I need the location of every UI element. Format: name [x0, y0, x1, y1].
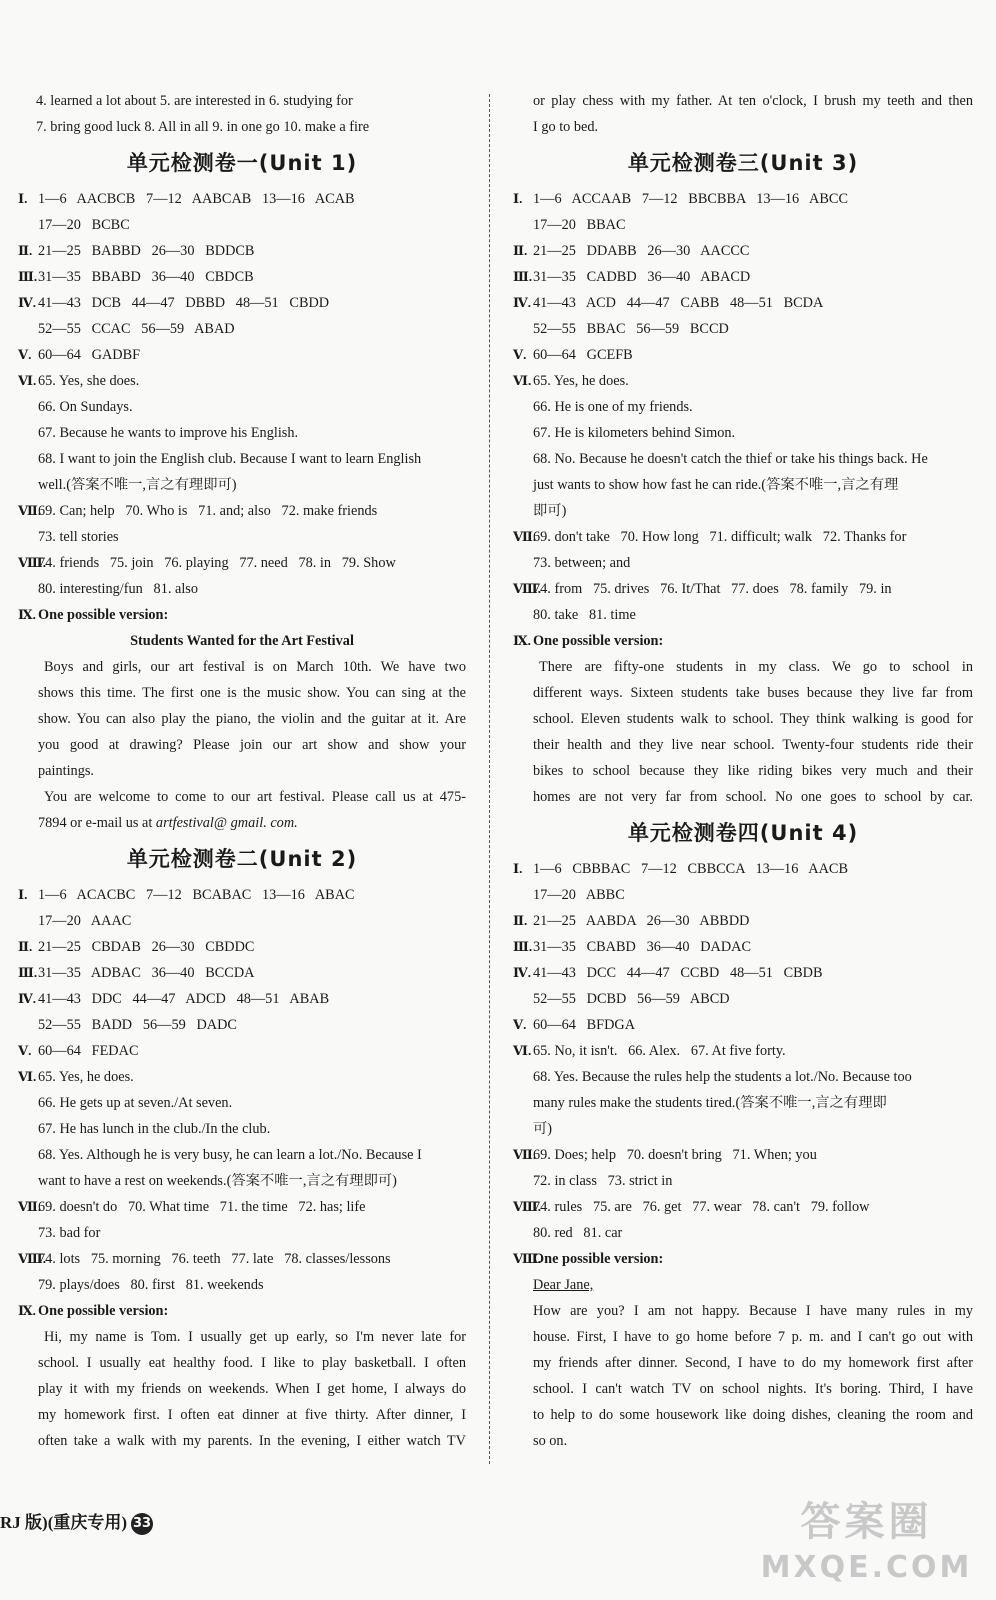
page-footer — [0, 1508, 153, 1538]
answer-text: 80. red 81. car — [533, 1225, 623, 1241]
answer-text: 68. No. Because he doesn't catch the thief or take his things back. He — [533, 451, 928, 467]
answer-text: many rules make the students tired.(答案不唯一,言之有理即 — [533, 1095, 887, 1111]
answer-line: 7. bring good luck 8. All in all 9. in one go 10. make a fire — [36, 119, 370, 135]
answer-line — [18, 420, 466, 446]
answer-line — [513, 394, 973, 420]
essay-line: You are welcome to come to our art festival. Please call us at 475- — [44, 789, 466, 805]
essay-line: bikes to school because they like riding bikes very much and their — [533, 763, 973, 779]
answer-text: 1—6 ACACBC 7—12 BCABAC 13—16 ABAC — [38, 887, 355, 903]
section-number: Ⅵ. — [513, 373, 532, 388]
answer-line — [513, 1038, 973, 1064]
answer-line — [18, 212, 466, 238]
essay-line: play it with my friends on weekends. When I get home, I always do — [38, 1381, 466, 1397]
answer-line — [18, 290, 466, 316]
answer-text: 67. He is kilometers behind Simon. — [533, 425, 736, 441]
essay-line: 7894 or e-mail us at — [38, 815, 156, 831]
answer-line — [18, 316, 466, 342]
answer-line — [513, 524, 973, 550]
section-number: Ⅰ. — [18, 887, 28, 902]
essay-line: different ways. Sixteen students take buses because they live far from — [533, 685, 973, 701]
essay-label: One possible version: — [38, 607, 169, 623]
section-number: Ⅰ. — [18, 191, 28, 206]
section-number: Ⅱ. — [18, 939, 33, 954]
answer-line — [18, 1246, 466, 1272]
answer-line — [513, 316, 973, 342]
answer-line — [513, 212, 973, 238]
answer-text: 80. interesting/fun 81. also — [38, 581, 199, 597]
right-column — [513, 88, 973, 1454]
answer-text: 即可) — [533, 503, 567, 519]
answer-line — [513, 186, 973, 212]
answer-text: want to have a rest on weekends.(答案不唯一,言之有理即可) — [38, 1173, 397, 1189]
unit3-heading: 单元检测卷三(Unit 3) — [627, 151, 859, 175]
section-number: Ⅲ. — [513, 269, 533, 284]
essay-line: There are fifty-one students in my class. We go to school in — [539, 659, 973, 675]
answer-line — [18, 1012, 466, 1038]
answer-text: 69. don't take 70. How long 71. difficult; walk 72. Thanks for — [533, 529, 907, 545]
letter-salutation: Dear Jane, — [533, 1277, 594, 1293]
answer-text: 21—25 AABDA 26—30 ABBDD — [533, 913, 750, 929]
answer-text: 73. between; and — [533, 555, 631, 571]
section-number: Ⅸ. — [18, 1303, 36, 1318]
answer-line — [18, 1220, 466, 1246]
section-number: Ⅴ. — [513, 1017, 527, 1032]
answer-line — [18, 368, 466, 394]
answer-line — [513, 446, 973, 472]
answer-line — [513, 1194, 973, 1220]
essay-line: How are you? I am not happy. Because I have many rules in my — [533, 1303, 973, 1319]
essay-line: their health and they live near school. Twenty-four students ride their — [533, 737, 973, 753]
answer-text: 69. Does; help 70. doesn't bring 71. When; you — [533, 1147, 817, 1163]
unit3-answers — [513, 186, 973, 628]
answer-line — [513, 342, 973, 368]
section-number: Ⅴ. — [513, 347, 527, 362]
answer-line — [513, 1142, 973, 1168]
essay-line: school. Eleven students walk to school. They think walking is good for — [533, 711, 973, 727]
essay-line: paintings. — [38, 763, 94, 779]
answer-line: 4. learned a lot about 5. are interested in 6. studying for — [36, 93, 353, 109]
answer-text: 41—43 DCC 44—47 CCBD 48—51 CBDB — [533, 965, 823, 981]
unit1-heading: 单元检测卷一(Unit 1) — [126, 151, 358, 175]
answer-text: 17—20 ABBC — [533, 887, 625, 903]
email-address: artfestival@ gmail. com. — [155, 815, 298, 831]
answer-text: 17—20 BBAC — [533, 217, 626, 233]
answer-text: 66. He gets up at seven./At seven. — [38, 1095, 233, 1111]
answer-text: 74. from 75. drives 76. It/That 77. does 78. family 79. in — [533, 581, 892, 597]
answer-text: 17—20 BCBC — [38, 217, 130, 233]
answer-line — [18, 498, 466, 524]
answer-line — [513, 1064, 973, 1090]
answer-text: 65. Yes, he does. — [533, 373, 629, 389]
watermark-logo — [759, 1496, 974, 1596]
answer-text: 60—64 FEDAC — [38, 1043, 139, 1059]
answer-line — [18, 186, 466, 212]
unit1-answers — [18, 186, 466, 602]
answer-text: 65. Yes, he does. — [38, 1069, 134, 1085]
section-number: Ⅵ. — [18, 373, 37, 388]
answer-line — [513, 1116, 973, 1142]
answer-line — [18, 394, 466, 420]
section-number: Ⅵ. — [18, 1069, 37, 1084]
essay-line: house. First, I have to go home before 7 p. m. and I can't go out with — [533, 1329, 973, 1345]
answer-text: 41—43 ACD 44—47 CABB 48—51 BCDA — [533, 295, 824, 311]
unit4-heading: 单元检测卷四(Unit 4) — [627, 821, 859, 845]
answer-line — [513, 472, 973, 498]
answer-line — [513, 934, 973, 960]
answer-line — [513, 1012, 973, 1038]
answer-text: 31—35 BBABD 36—40 CBDCB — [38, 269, 254, 285]
section-number: Ⅱ. — [513, 243, 528, 258]
watermark-text: 答案圈 — [800, 1499, 933, 1545]
answer-text: 52—55 BBAC 56—59 BCCD — [533, 321, 729, 337]
answer-text: 41—43 DCB 44—47 DBBD 48—51 CBDD — [38, 295, 330, 311]
answer-line — [18, 1090, 466, 1116]
answer-line — [18, 960, 466, 986]
answer-line — [513, 368, 973, 394]
answer-text: 60—64 BFDGA — [533, 1017, 636, 1033]
section-number: Ⅸ. — [18, 607, 36, 622]
answer-line — [513, 420, 973, 446]
essay-line: I go to bed. — [533, 119, 599, 135]
answer-line — [18, 264, 466, 290]
unit4-answers — [513, 856, 973, 1246]
section-number: Ⅲ. — [513, 939, 533, 954]
section-number: Ⅶ. — [18, 503, 42, 518]
answer-text: 67. He has lunch in the club./In the club. — [38, 1121, 271, 1137]
answer-text: 52—55 BADD 56—59 DADC — [38, 1017, 237, 1033]
page-number: 33 — [131, 1513, 153, 1535]
answer-line — [513, 986, 973, 1012]
answer-line — [513, 290, 973, 316]
essay-line: or play chess with my father. At ten o'clock, I brush my teeth and then — [533, 93, 973, 109]
section-number: Ⅸ. — [513, 633, 531, 648]
section-number: Ⅴ. — [18, 347, 32, 362]
answer-text: 68. Yes. Because the rules help the students a lot./No. Because too — [533, 1069, 912, 1085]
answer-text: 65. Yes, she does. — [38, 373, 140, 389]
answer-text: 31—35 CBABD 36—40 DADAC — [533, 939, 752, 955]
section-number: Ⅷ. — [18, 1251, 46, 1266]
section-number: Ⅶ. — [513, 529, 537, 544]
essay-label: One possible version: — [533, 633, 664, 649]
section-number: Ⅷ. — [513, 1199, 541, 1214]
section-number: Ⅱ. — [18, 243, 33, 258]
answer-line — [513, 908, 973, 934]
answer-line — [18, 342, 466, 368]
answer-text: 1—6 ACCAAB 7—12 BBCBBA 13—16 ABCC — [533, 191, 848, 207]
section-number: Ⅷ. — [513, 581, 541, 596]
answer-line — [513, 882, 973, 908]
essay-line: school. I usually eat healthy food. I like to play basketball. I often — [38, 1355, 466, 1371]
answer-text: 72. in class 73. strict in — [533, 1173, 673, 1189]
section-number: Ⅱ. — [513, 913, 528, 928]
answer-text: 74. friends 75. join 76. playing 77. need 78. in 79. Show — [38, 555, 396, 571]
section-number: Ⅳ. — [18, 991, 37, 1006]
section-number: Ⅶ. — [18, 1199, 42, 1214]
essay-line: homes are not very far from school. No one goes to school by car. — [533, 789, 973, 805]
answer-line — [18, 1142, 466, 1168]
essay-line: you good at drawing? Please join our art show and show your — [38, 737, 466, 753]
answer-text: 68. I want to join the English club. Because I want to learn English — [38, 451, 422, 467]
answer-line — [18, 908, 466, 934]
answer-line — [18, 576, 466, 602]
watermark-url: MXQE.COM — [760, 1550, 973, 1585]
answer-line — [18, 1038, 466, 1064]
section-number: Ⅲ. — [18, 965, 38, 980]
essay-line: Hi, my name is Tom. I usually get up early, so I'm never late for — [44, 1329, 466, 1345]
answer-text: 79. plays/does 80. first 81. weekends — [38, 1277, 264, 1293]
section-number: Ⅳ. — [513, 965, 532, 980]
answer-text: 69. doesn't do 70. What time 71. the time 72. has; life — [38, 1199, 366, 1215]
unit2-answers — [18, 882, 466, 1298]
answer-text: just wants to show how fast he can ride.(答案不唯一,言之有理 — [533, 477, 899, 493]
answer-line — [513, 602, 973, 628]
essay-line: often take a walk with my parents. In the evening, I either watch TV — [38, 1433, 466, 1449]
answer-text: 41—43 DDC 44—47 ADCD 48—51 ABAB — [38, 991, 330, 1007]
section-number: Ⅳ. — [18, 295, 37, 310]
answer-text: 68. Yes. Although he is very busy, he can learn a lot./No. Because I — [38, 1147, 422, 1163]
section-number: Ⅶ. — [513, 1147, 537, 1162]
answer-text: 可) — [533, 1121, 553, 1137]
answer-text: 52—55 CCAC 56—59 ABAD — [38, 321, 235, 337]
answer-text: 31—35 ADBAC 36—40 BCCDA — [38, 965, 255, 981]
answer-line — [513, 264, 973, 290]
answer-text: 80. take 81. time — [533, 607, 636, 623]
essay-label: One possible version: — [533, 1251, 664, 1267]
answer-line — [513, 1090, 973, 1116]
essay-line: to help to do some housework like doing dishes, cleaning the room and — [533, 1407, 973, 1423]
essay-line: show. You can also play the piano, the violin and the guitar at it. Are — [38, 711, 466, 727]
answer-line — [18, 1116, 466, 1142]
essay-title: Students Wanted for the Art Festival — [130, 633, 354, 649]
answer-line — [18, 882, 466, 908]
section-number: Ⅰ. — [513, 861, 523, 876]
section-number: Ⅲ. — [18, 269, 38, 284]
answer-line — [18, 1064, 466, 1090]
answer-text: 1—6 CBBBAC 7—12 CBBCCA 13—16 AACB — [533, 861, 848, 877]
answer-text: 21—25 BABBD 26—30 BDDCB — [38, 243, 255, 259]
essay-label: One possible version: — [38, 1303, 169, 1319]
answer-line — [18, 1272, 466, 1298]
answer-text: 31—35 CADBD 36—40 ABACD — [533, 269, 751, 285]
essay-line: my homework first. I often eat dinner at five thirty. After dinner, I — [38, 1407, 466, 1423]
answer-line — [18, 446, 466, 472]
answer-line — [18, 472, 466, 498]
answer-text: 67. Because he wants to improve his English. — [38, 425, 299, 441]
essay-line: so on. — [533, 1433, 568, 1449]
essay-line: my friends after dinner. Second, I have to do my homework first after — [533, 1355, 973, 1371]
edition-label: RJ 版)(重庆专用) — [0, 1513, 128, 1532]
essay-line: school. I can't watch TV on school nights. It's boring. Third, I have — [533, 1381, 973, 1397]
section-number: Ⅰ. — [513, 191, 523, 206]
answer-line — [18, 986, 466, 1012]
answer-text: 74. lots 75. morning 76. teeth 77. late 78. classes/lessons — [38, 1251, 391, 1267]
answer-line — [513, 856, 973, 882]
answer-text: 60—64 GCEFB — [533, 347, 633, 363]
section-number: Ⅳ. — [513, 295, 532, 310]
answer-text: 65. No, it isn't. 66. Alex. 67. At five forty. — [533, 1043, 786, 1059]
essay-line: Boys and girls, our art festival is on March 10th. We have two — [44, 659, 466, 675]
answer-line — [18, 238, 466, 264]
answer-line — [513, 498, 973, 524]
answer-text: 73. bad for — [38, 1225, 101, 1241]
section-number: Ⅷ. — [513, 1251, 541, 1266]
answer-line — [513, 960, 973, 986]
section-number: Ⅴ. — [18, 1043, 32, 1058]
answer-text: 74. rules 75. are 76. get 77. wear 78. can't 79. follow — [533, 1199, 870, 1215]
essay-line: shows this time. The first one is the music show. You can sing at the — [38, 685, 466, 701]
section-number: Ⅷ. — [18, 555, 46, 570]
answer-line — [18, 1194, 466, 1220]
answer-line — [18, 524, 466, 550]
section-number: Ⅵ. — [513, 1043, 532, 1058]
answer-text: 73. tell stories — [38, 529, 119, 545]
answer-text: well.(答案不唯一,言之有理即可) — [38, 477, 237, 493]
answer-text: 69. Can; help 70. Who is 71. and; also 72. make friends — [38, 503, 378, 519]
answer-line — [513, 550, 973, 576]
answer-line — [18, 934, 466, 960]
answer-text: 21—25 DDABB 26—30 AACCC — [533, 243, 750, 259]
answer-text: 66. He is one of my friends. — [533, 399, 693, 415]
answer-text: 52—55 DCBD 56—59 ABCD — [533, 991, 730, 1007]
answer-text: 17—20 AAAC — [38, 913, 132, 929]
column-divider — [489, 94, 490, 1464]
answer-text: 21—25 CBDAB 26—30 CBDDC — [38, 939, 255, 955]
unit2-heading: 单元检测卷二(Unit 2) — [126, 847, 358, 871]
answer-text: 66. On Sundays. — [38, 399, 133, 415]
answer-line — [513, 576, 973, 602]
left-column — [18, 88, 466, 1454]
answer-line — [18, 550, 466, 576]
answer-text: 60—64 GADBF — [38, 347, 141, 363]
answer-text: 1—6 AACBCB 7—12 AABCAB 13—16 ACAB — [38, 191, 355, 207]
answer-line — [18, 1168, 466, 1194]
answer-line — [513, 238, 973, 264]
answer-line — [513, 1220, 973, 1246]
answer-line — [513, 1168, 973, 1194]
